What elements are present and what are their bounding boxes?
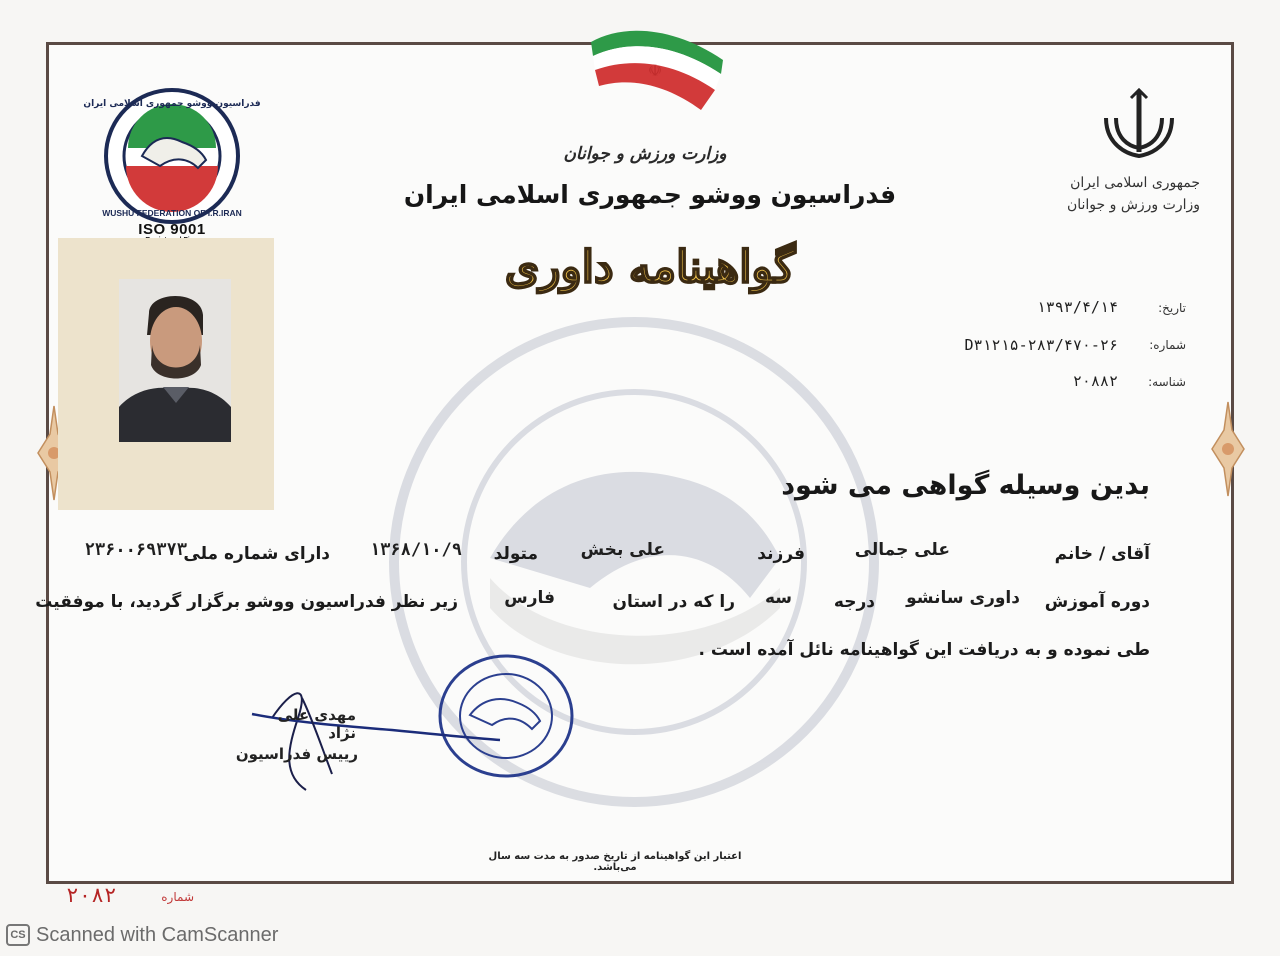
grade-value: سه bbox=[764, 588, 792, 608]
logo-ring-fa: فدراسیون ووشو جمهوری اسلامی ایران bbox=[83, 99, 261, 109]
birth-date: ۱۳۶۸/۱۰/۹ bbox=[369, 540, 462, 560]
serial-number: ۲۰۸۲ bbox=[66, 883, 117, 907]
serial-label: شماره bbox=[161, 890, 194, 904]
course-label: دوره آموزش bbox=[1044, 592, 1150, 612]
completion-sentence: طی نموده و به دریافت این گواهینامه نائل آمده است . bbox=[698, 640, 1150, 660]
province-label: را که در استان bbox=[612, 592, 735, 612]
number-label: شماره: bbox=[1149, 338, 1186, 352]
date-label: تاریخ: bbox=[1158, 301, 1186, 315]
date-value: ۱۳۹۳/۴/۱۴ bbox=[1036, 298, 1118, 316]
camscanner-watermark bbox=[6, 922, 278, 948]
national-id: ۲۳۶۰۰۶۹۳۷۳ bbox=[84, 540, 187, 560]
validity-note: اعتبار این گواهینامه از تاریخ صدور به مدت سه سال می‌باشد. bbox=[488, 851, 742, 873]
gov-ministry-line: وزارت ورزش و جوانان bbox=[1066, 197, 1200, 213]
signer-name: مهدی علی نژاد bbox=[277, 706, 356, 742]
wushu-federation-logo bbox=[83, 86, 261, 226]
signer-role: رییس فدراسیون bbox=[235, 745, 358, 763]
certify-heading: بدین وسیله گواهی می شود bbox=[781, 470, 1150, 501]
id-label: شناسه: bbox=[1148, 375, 1186, 389]
national-id-label: دارای شماره ملی bbox=[183, 544, 330, 564]
title-label: آقای / خانم bbox=[1054, 544, 1150, 564]
number-value: D۳۱۲۱۵-۲۸۳/۴۷۰-۲۶ bbox=[964, 336, 1118, 354]
holder-photo bbox=[119, 279, 231, 442]
course-tail: زیر نظر فدراسیون ووشو برگزار گردید، با موفقیت bbox=[35, 592, 458, 612]
ornament-right-icon bbox=[1210, 400, 1246, 498]
camscanner-label: Scanned with CamScanner bbox=[36, 923, 279, 946]
grade-label: درجه bbox=[833, 592, 875, 612]
federation-title: فدراسیون ووشو جمهوری اسلامی ایران bbox=[403, 180, 897, 209]
logo-ring-en: WUSHU FEDERATION OF I.R.IRAN bbox=[102, 208, 242, 218]
iso-title: ISO 9001 bbox=[138, 221, 206, 238]
iran-emblem-icon bbox=[1098, 88, 1180, 160]
svg-text:☫: ☫ bbox=[647, 61, 663, 80]
province-value: فارس bbox=[504, 588, 555, 608]
holder-name: علی جمالی bbox=[854, 540, 950, 560]
id-value: ۲۰۸۸۲ bbox=[1072, 372, 1118, 390]
government-heading bbox=[1060, 172, 1200, 216]
certificate-title: گواهینامه داوری bbox=[504, 242, 796, 293]
portrait-icon bbox=[119, 279, 231, 442]
camscanner-icon: CS bbox=[6, 924, 30, 946]
iran-flag-icon bbox=[583, 20, 729, 116]
child-of-label: فرزند bbox=[757, 544, 805, 564]
gov-republic-line: جمهوری اسلامی ایران bbox=[1070, 175, 1200, 191]
ministry-heading: وزارت ورزش و جوانان bbox=[563, 144, 727, 164]
born-label: متولد bbox=[493, 544, 538, 564]
course-name: داوری سانشو bbox=[906, 588, 1020, 608]
father-name: علی بخش bbox=[580, 540, 665, 560]
